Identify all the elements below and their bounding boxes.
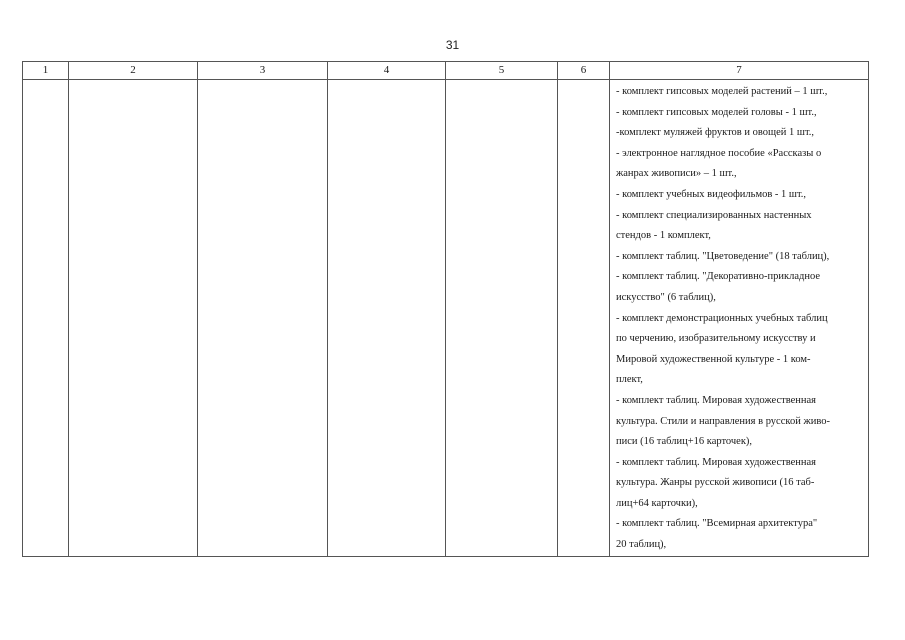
- column-header-1: 1: [23, 62, 69, 80]
- list-item: лиц+64 карточки),: [616, 497, 698, 509]
- column-header-2: 2: [69, 62, 198, 80]
- column-header-3: 3: [198, 62, 328, 80]
- list-item: - комплект таблиц. Мировая художественная: [616, 456, 816, 468]
- list-item: стендов - 1 комплект,: [616, 230, 711, 242]
- table-row: [23, 80, 869, 557]
- list-item: - комплект учебных видеофильмов - 1 шт.,: [616, 188, 807, 200]
- list-item: -комплект муляжей фруктов и овощей 1 шт.,: [616, 127, 815, 139]
- list-item: - комплект таблиц. "Цветоведение" (18 таблиц),: [616, 250, 830, 262]
- equipment-table: [22, 61, 869, 557]
- list-item: - комплект таблиц. "Всемирная архитектура": [616, 518, 818, 530]
- cell-col-5: [446, 80, 558, 557]
- cell-col-2: [69, 80, 198, 557]
- cell-col-1: [23, 80, 69, 557]
- list-item: - комплект таблиц. "Декоративно-прикладное: [616, 271, 820, 283]
- list-item: - комплект таблиц. Мировая художественная: [616, 394, 816, 406]
- page-number: 31: [445, 38, 460, 52]
- list-item: писи (16 таблиц+16 карточек),: [616, 436, 753, 448]
- column-header-4: 4: [328, 62, 446, 80]
- list-item: - комплект демонстрационных учебных таблиц: [616, 312, 828, 324]
- list-item: 20 таблиц),: [616, 539, 667, 551]
- list-item: - комплект гипсовых моделей растений – 1 шт.,: [616, 86, 828, 97]
- header-row: [23, 62, 869, 80]
- list-item: жанрах живописи» – 1 шт.,: [616, 168, 737, 180]
- cell-col-6: [558, 80, 610, 557]
- list-item: по черчению, изобразительному искусству и: [616, 333, 816, 345]
- column-header-6: 6: [558, 62, 610, 80]
- list-item: Мировой художественной культуре - 1 ком-: [616, 353, 811, 365]
- cell-col-7: [610, 80, 869, 557]
- column-header-5: 5: [446, 62, 558, 80]
- list-item: культура. Стили и направления в русской живо-: [616, 415, 830, 427]
- cell-col-3: [198, 80, 328, 557]
- equipment-list: [610, 80, 868, 556]
- list-item: культура. Жанры русской живописи (16 таб-: [616, 477, 815, 489]
- list-item: искусство" (6 таблиц),: [616, 291, 716, 303]
- list-item: плект,: [616, 374, 643, 386]
- list-item: - комплект гипсовых моделей головы - 1 шт.,: [616, 106, 817, 118]
- list-item: - электронное наглядное пособие «Рассказы о: [616, 147, 822, 159]
- list-item: - комплект специализированных настенных: [616, 209, 812, 221]
- cell-col-4: [328, 80, 446, 557]
- column-header-7: 7: [610, 62, 869, 80]
